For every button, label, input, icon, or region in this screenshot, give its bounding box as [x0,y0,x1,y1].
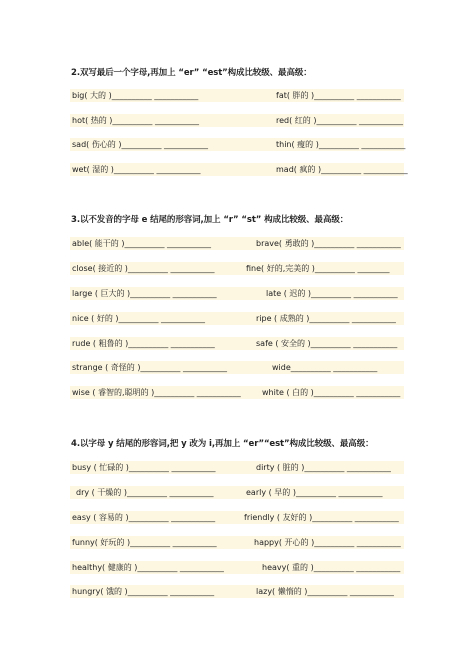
exercise-left: sad( 伤心的 )__________ ___________ [72,140,209,149]
exercise-row [70,486,404,499]
exercise-right: mad( 疯的 )__________ ___________ [276,165,408,174]
exercise-left: rude ( 粗鲁的 )__________ ___________ [72,339,215,348]
exercise-left: wet( 湿的 )__________ ___________ [72,165,201,174]
section-heading: 4.以字母 y 结尾的形容词,把 y 改为 i,再加上 “er”“est”构成比较级、最高级： [71,439,374,449]
exercise-row [70,312,404,325]
section-heading: 2.双写最后一个字母,再加上 “er” “est”构成比较级、最高级： [71,68,312,78]
exercise-left: dry ( 干燥的 )__________ ___________ [76,488,214,497]
exercise-row [70,361,404,374]
exercise-right: friendly ( 友好的 )__________ ___________ [244,513,399,522]
exercise-right: wide__________ ___________ [272,363,378,372]
exercise-left: wise ( 睿智的,聪明的 )__________ ___________ [72,388,241,397]
exercise-left: busy ( 忙碌的 )__________ ___________ [72,463,216,472]
exercise-left: hot( 热的 )__________ ___________ [72,116,199,125]
exercise-row [70,89,404,102]
exercise-right: ripe ( 成熟的 )__________ ___________ [256,314,396,323]
exercise-row [70,386,404,399]
exercise-row [70,536,404,549]
exercise-left: healthy( 健康的 )__________ ___________ [72,563,224,572]
exercise-right: dirty ( 脏的 )__________ ___________ [256,463,391,472]
exercise-left: strange ( 奇怪的 )__________ ___________ [72,363,227,372]
exercise-right: thin( 瘦的 )__________ ___________ [276,140,406,149]
exercise-left: funny( 好玩的 )__________ ___________ [72,538,217,547]
exercise-right: fat( 胖的 )__________ ___________ [276,91,401,100]
exercise-row [70,262,404,275]
exercise-row [70,287,404,300]
exercise-left: big( 大的 )__________ ___________ [72,91,199,100]
exercise-right: early ( 早的 )__________ ___________ [246,488,383,497]
exercise-right: late ( 迟的 )__________ ___________ [266,289,398,298]
exercise-right: lazy( 懒惰的 )__________ ___________ [256,587,394,596]
exercise-row [70,561,404,574]
exercise-right: brave( 勇敢的 )__________ ___________ [256,239,401,248]
exercise-left: hungry( 饿的 )__________ ___________ [72,587,215,596]
exercise-left: close( 接近的 )__________ ___________ [72,264,215,273]
exercise-row [70,337,404,350]
exercise-row [70,585,404,598]
exercise-row [70,237,404,250]
exercise-row [70,461,404,474]
exercise-row [70,163,408,176]
exercise-left: able( 能干的 )__________ ___________ [72,239,211,248]
exercise-right: red( 红的 )__________ ___________ [276,116,403,125]
exercise-left: nice ( 好的 )__________ ___________ [72,314,206,323]
exercise-row [70,114,404,127]
exercise-row [70,511,404,524]
exercise-left: large ( 巨大的 )__________ ___________ [72,289,217,298]
exercise-right: fine( 好的,完美的 )__________ ________ [246,264,390,273]
exercise-right: safe ( 安全的 )__________ ___________ [256,339,398,348]
exercise-right: happy( 开心的 )__________ ___________ [254,538,401,547]
exercise-row [70,138,404,151]
exercise-right: heavy( 重的 )__________ ___________ [262,563,401,572]
section-heading: 3.以不发音的字母 e 结尾的形容词,加上 “r” “st” 构成比较级、最高级： [71,215,349,225]
exercise-right: white ( 白的 )__________ ___________ [262,388,401,397]
exercise-left: easy ( 容易的 )__________ ___________ [72,513,216,522]
